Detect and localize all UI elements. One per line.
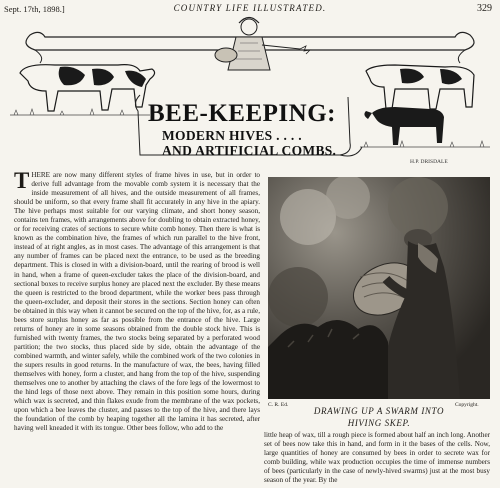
running-header — [0, 2, 500, 16]
magazine-title: COUNTRY LIFE ILLUSTRATED. — [173, 3, 327, 13]
photo-copyright: Copyright. — [455, 402, 479, 408]
article-body-text: HERE are now many different styles of frame hives in use, but in order to derive full advantage from the movable comb system it is necessary that the inside measurement of all hives, and the outside measurement of all frames, should be uniform, so that every frame shall fit accurately in any hive in the apiary. The hive perhaps most suitable for our varying climate, and short honey season, contains ten frames, with arrangements above for doubling to obtain extracted honey, or for receiving crates of sections to secure white comb honey. Then there is what is known as the combination hive, the frames of which run parallel to the hive front, instead of at right angles, as in most cases. The advantage of this arrangement is that any number of frames can be placed next the entrance, to be used as the breeding department. This is closed in with a division-board, until the rearing of brood is well in hand, when a frame of queen-excluder takes the place of the division-board, and sectional boxes to receive surplus honey are placed next the excluder. By these means the queen is restricted to the brood department, while the worker bees pass through the queen-excluder, and deposit their stores in the sections. Section honey can often be obtained in this way when it cannot be secured on the top of the hive, for, as a rule, bees store surplus honey as far as possible from the entrance of the hive. Large returns of honey are in some seasons obtained from the double stock hive. This is furnished with twenty frames, the two stocks being separated by a perforated wood partition; the two stocks, thus placed side by side, obtain the advantage of the combined warmth, and winter safely, while the combined work of the two colonies in the supers results in good returns. In the manufacture of wax, the bees, having filled themselves with honey, form a cluster, and hang from the top of the hive, suspending themselves one to another by attaching the claws of the fore legs of the lowermost to the hind legs of those next above. They remain in this position some hours, during which wax is secreted, and thin flakes exude from the membrane of the wax pockets, upon which a bee leaves the cluster, and passes to the top of the hive, and there lays the foundation of the comb by heaping together all the lamina it has secreted, after having well kneaded it with its tongue. Other bees follow, who add to the — [14, 171, 260, 433]
page-number: 329 — [477, 3, 492, 14]
article-continuation-column — [264, 431, 490, 488]
title-illustration — [0, 15, 500, 165]
article-subtitle-line1: MODERN HIVES . . . . — [162, 128, 302, 143]
issue-date: Sept. 17th, 1898.] — [4, 4, 65, 14]
artist-signature: H.P. DRISDALE — [410, 159, 448, 165]
photo-illustration — [268, 177, 490, 399]
photo-caption — [268, 405, 490, 429]
drop-cap: T — [14, 171, 30, 193]
photo-caption-line2: HIVING SKEP. — [347, 418, 411, 428]
article-paragraph — [14, 171, 260, 433]
photo-credit: C. R. Ed. — [268, 402, 289, 408]
article-title: BEE-KEEPING: — [148, 100, 336, 127]
article-body-column — [14, 171, 260, 488]
article-continuation-text: little heap of wax, till a rough piece is formed about half an inch long. Another set of bees now take this in hand, and form in it the bases of the cells. Now, large quantities of honey are consumed by bees in order to secrete wax for comb building, while wax production occupies the time of immense numbers of bees (particularly in the case of newly-hived swarms) just at the most busy season of the year. By the — [264, 431, 490, 485]
article-subtitle-line2: AND ARTIFICIAL COMBS. — [162, 143, 337, 158]
swarm-photograph — [268, 177, 490, 399]
photo-caption-line1: DRAWING UP A SWARM INTO — [313, 406, 445, 416]
